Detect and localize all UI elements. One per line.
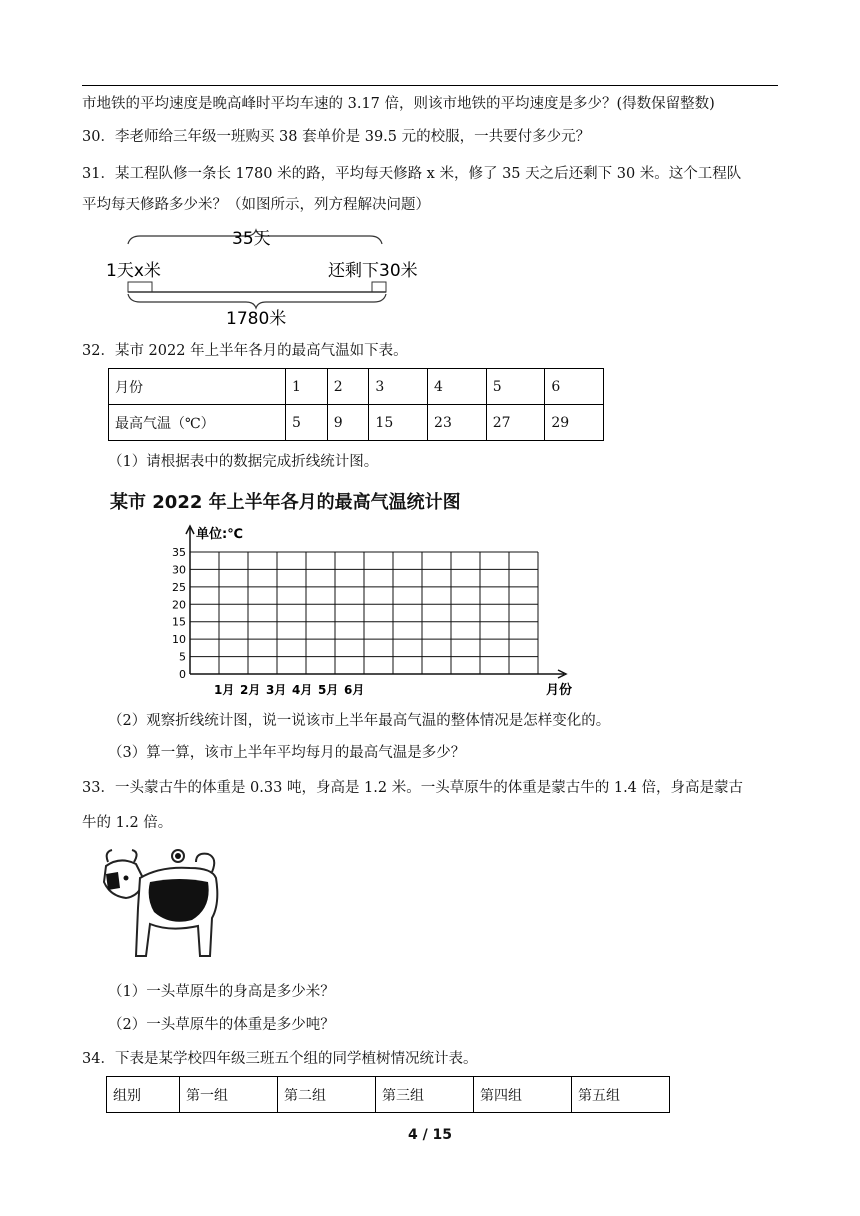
table-cell: 1 — [286, 369, 328, 405]
table-cell: 23 — [428, 405, 487, 441]
table-cell: 3 — [369, 369, 428, 405]
q32-intro: 32．某市 2022 年上半年各月的最高气温如下表。 — [82, 343, 408, 359]
x-tick-label: 5月 — [318, 683, 339, 697]
x-tick-label: 1月 — [214, 683, 235, 697]
table-cell: 第三组 — [376, 1077, 474, 1113]
y-tick-label: 30 — [172, 563, 186, 577]
x-tick-label: 6月 — [344, 683, 365, 697]
y-tick-label: 35 — [172, 546, 186, 559]
table-row — [109, 369, 604, 405]
q33-sub1: （1）一头草原牛的身高是多少米？ — [108, 984, 335, 1000]
bottom-brace — [128, 294, 386, 308]
page-number: 4 / 15 — [407, 1127, 453, 1143]
table-cell: 5 — [286, 405, 328, 441]
q30-text: 30．李老师给三年级一班购买 38 套单价是 39.5 元的校服，一共要付多少元？ — [82, 129, 591, 145]
table-cell: 5 — [486, 369, 545, 405]
diagram-top-label: 35天 — [232, 229, 271, 249]
q33-line1: 33．一头蒙古牛的体重是 0.33 吨，身高是 1.2 米。一头草原牛的体重是蒙古牛的 1.4 倍，身高是蒙古 — [82, 780, 744, 796]
table-cell: 第五组 — [571, 1077, 669, 1113]
table-cell: 9 — [327, 405, 369, 441]
header-rule — [82, 85, 778, 86]
table-cell: 第四组 — [474, 1077, 572, 1113]
diagram-left-label: 1天x米 — [106, 261, 161, 281]
table-cell: 15 — [369, 405, 428, 441]
table-cell: 27 — [486, 405, 545, 441]
table-cell: 最高气温（℃） — [109, 405, 286, 441]
cow-spot-center — [175, 853, 181, 859]
cow-illustration — [100, 848, 230, 962]
y-tick-label: 20 — [172, 598, 186, 612]
q32-sub1: （1）请根据表中的数据完成折线统计图。 — [108, 454, 379, 470]
q31-line2: 平均每天修路多少米？（如图所示，列方程解决问题） — [82, 197, 430, 213]
temperature-line-chart — [150, 522, 573, 702]
table-row — [109, 405, 604, 441]
q32-sub3: （3）算一算，该市上半年平均每月的最高气温是多少？ — [108, 745, 466, 761]
y-tick-label: 5 — [179, 650, 186, 664]
table-row — [107, 1077, 670, 1113]
q34-planting-table — [106, 1076, 670, 1113]
q32-sub2: （2）观察折线统计图，说一说该市上半年最高气温的整体情况是怎样变化的。 — [108, 713, 611, 729]
q34-intro: 34．下表是某学校四年级三班五个组的同学植树情况统计表。 — [82, 1051, 478, 1067]
diagram-bottom-label: 1780米 — [226, 309, 287, 329]
q32-temperature-table — [108, 368, 604, 441]
x-tick-label: 2月 — [240, 683, 261, 697]
y-tick-label: 15 — [172, 615, 186, 629]
q33-line2: 牛的 1.2 倍。 — [82, 815, 173, 831]
cow-face-patch — [106, 872, 120, 890]
table-cell: 组别 — [107, 1077, 180, 1113]
q29-tail: 市地铁的平均速度是晚高峰时平均车速的 3.17 倍，则该市地铁的平均速度是多少？(得数保留整数) — [82, 96, 715, 112]
chart-title: 某市 2022 年上半年各月的最高气温统计图 — [110, 492, 461, 513]
y-axis-label: 单位:℃ — [196, 527, 243, 542]
table-cell: 月份 — [109, 369, 286, 405]
y-tick-label: 10 — [172, 633, 186, 647]
diagram-right-label: 还剩下30米 — [328, 261, 418, 281]
first-day-segment — [128, 282, 152, 292]
q31-segment-diagram — [100, 226, 440, 330]
table-cell: 29 — [545, 405, 604, 441]
table-cell: 第一组 — [180, 1077, 278, 1113]
y-tick-label: 0 — [179, 668, 186, 681]
y-tick-label: 25 — [172, 580, 186, 594]
x-tick-label: 3月 — [266, 683, 287, 697]
q33-sub2: （2）一头草原牛的体重是多少吨？ — [108, 1017, 335, 1033]
table-cell: 4 — [428, 369, 487, 405]
x-axis-label: 月份 — [546, 683, 573, 698]
cow-eye — [124, 876, 129, 881]
remaining-segment — [372, 282, 386, 292]
table-cell: 2 — [327, 369, 369, 405]
table-cell: 第二组 — [278, 1077, 376, 1113]
x-tick-label: 4月 — [292, 683, 313, 697]
table-cell: 6 — [545, 369, 604, 405]
q31-line1: 31．某工程队修一条长 1780 米的路，平均每天修路 x 米，修了 35 天之后还剩下 30 米。这个工程队 — [82, 166, 742, 182]
